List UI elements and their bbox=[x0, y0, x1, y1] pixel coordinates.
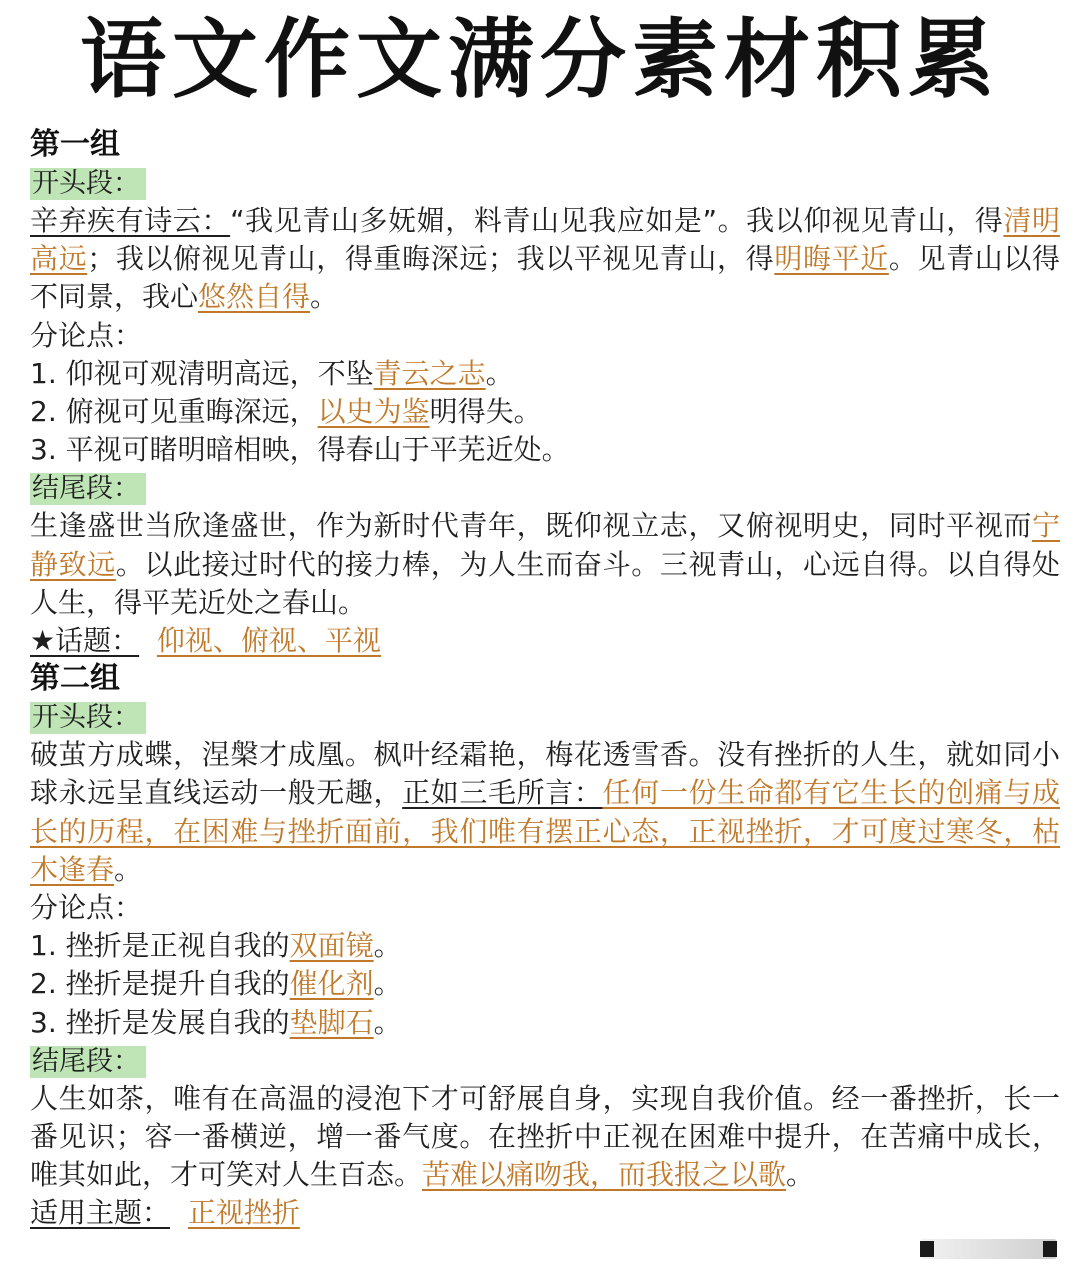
group-1-title: 第一组 bbox=[30, 127, 120, 162]
text-run: 。 bbox=[114, 852, 143, 886]
highlight-phrase: 以史为鉴 bbox=[317, 395, 430, 429]
group-1-topic bbox=[30, 622, 1060, 660]
highlight-phrase: 催化剂 bbox=[289, 967, 374, 1001]
text-run: 。以此接过时代的接力棒，为人生而奋斗。三视青山，心远自得。以自得处人生，得平芜近处之春山。 bbox=[30, 547, 1060, 619]
section-tag-opening: 开头段： bbox=[30, 168, 146, 200]
group-2-closing-paragraph bbox=[30, 1080, 1060, 1195]
list-item bbox=[30, 355, 1060, 393]
quote-source: 辛弃疾有诗云： bbox=[30, 204, 231, 237]
point-text: 1. 仰视可观清明高远，不坠 bbox=[30, 356, 374, 390]
scroll-knob-end bbox=[1043, 1241, 1057, 1257]
topic-label: ★话题： bbox=[30, 624, 140, 658]
highlight-phrase: 清明高远 bbox=[30, 204, 1060, 276]
highlight-phrase: 苦难以痛吻我，而我报之以歌 bbox=[422, 1158, 787, 1192]
point-text: 3. 挫折是发展自我的 bbox=[30, 1005, 290, 1039]
point-text: 2. 俯视可见重晦深远， bbox=[30, 395, 318, 429]
highlight-phrase: 双面镜 bbox=[289, 929, 374, 963]
highlight-phrase: 任何一份生命都有它生长的创痛与成长的历程，在困难与挫折面前，我们唯有摆正心态，正视挫折，才可度过寒冬，枯木逢春 bbox=[30, 776, 1060, 886]
group-2-points-label: 分论点： bbox=[30, 891, 143, 925]
point-text: 3. 平视可睹明暗相映，得春山于平芜近处。 bbox=[30, 433, 570, 467]
point-suffix: 。 bbox=[373, 967, 402, 1001]
highlight-phrase: 明晦平近 bbox=[774, 242, 889, 276]
text-run: 人生如茶，唯有在高温的浸泡下才可舒展自身，实现自我价值。经一番挫折，长一番见识；容一番横逆，增一番气度。在挫折中正视在困难中提升，在苦痛中成长，唯其如此，才可笑对人生百态。 bbox=[30, 1081, 1060, 1192]
group-2-opening-paragraph bbox=[30, 736, 1060, 889]
list-item bbox=[30, 393, 1060, 431]
group-1-opening-heading bbox=[30, 164, 1060, 202]
list-item bbox=[30, 431, 1060, 469]
quote-source: 正如三毛所言： bbox=[402, 776, 603, 810]
topic-value: 正视挫折 bbox=[187, 1196, 300, 1230]
highlight-phrase: 垫脚石 bbox=[289, 1005, 374, 1039]
list-item bbox=[30, 1004, 1060, 1042]
text-run: 破茧方成蝶，涅槃才成凰。枫叶经霜艳，梅花透雪香。没有挫折的人生，就如同小球永远呈直线运动一般无趣， bbox=[30, 738, 1060, 810]
point-text: 1. 挫折是正视自我的 bbox=[30, 929, 290, 963]
page-title: 语文作文满分素材积累 bbox=[80, 10, 1000, 110]
topic-value: 仰视、俯视、平视 bbox=[156, 624, 381, 658]
list-item bbox=[30, 927, 1060, 965]
point-suffix: 。 bbox=[373, 929, 402, 963]
section-tag-closing: 结尾段： bbox=[30, 473, 146, 505]
text-run: 。 bbox=[310, 280, 339, 314]
section-tag-closing: 结尾段： bbox=[30, 1046, 146, 1078]
highlight-phrase: 宁静致远 bbox=[30, 509, 1060, 581]
point-suffix: 明得失。 bbox=[429, 395, 542, 429]
text-run: “我见青山多妩媚，料青山见我应如是”。我以仰视见青山，得 bbox=[230, 204, 1004, 237]
group-2-title: 第二组 bbox=[30, 661, 120, 697]
group-1-points-label: 分论点： bbox=[30, 318, 143, 352]
topic-label: 适用主题： bbox=[30, 1196, 171, 1230]
text-run: 生逢盛世当欣逢盛世，作为新时代青年，既仰视立志，又俯视明史，同时平视而 bbox=[30, 509, 1032, 543]
group-1-closing-paragraph bbox=[30, 507, 1060, 622]
text-run: 。 bbox=[786, 1158, 815, 1192]
group-1-closing-heading bbox=[30, 469, 1060, 507]
list-item bbox=[30, 965, 1060, 1003]
section-tag-opening: 开头段： bbox=[30, 702, 146, 734]
scroll-indicator bbox=[920, 1239, 1057, 1259]
point-suffix: 。 bbox=[485, 356, 514, 390]
group-2-closing-heading bbox=[30, 1042, 1060, 1080]
point-text: 2. 挫折是提升自我的 bbox=[30, 967, 290, 1001]
scroll-knob-start bbox=[920, 1241, 934, 1257]
highlight-phrase: 悠然自得 bbox=[198, 280, 311, 314]
point-suffix: 。 bbox=[373, 1005, 402, 1039]
group-1-opening-paragraph bbox=[30, 202, 1060, 317]
group-2-topic bbox=[30, 1194, 1060, 1232]
highlight-phrase: 青云之志 bbox=[373, 356, 486, 390]
text-run: ；我以俯视见青山，得重晦深远；我以平视见青山，得 bbox=[87, 242, 775, 276]
group-2-opening-heading bbox=[30, 698, 1060, 736]
document-body bbox=[30, 126, 1060, 1233]
text-run: 。见青山以得不同景，我心 bbox=[30, 242, 1060, 314]
